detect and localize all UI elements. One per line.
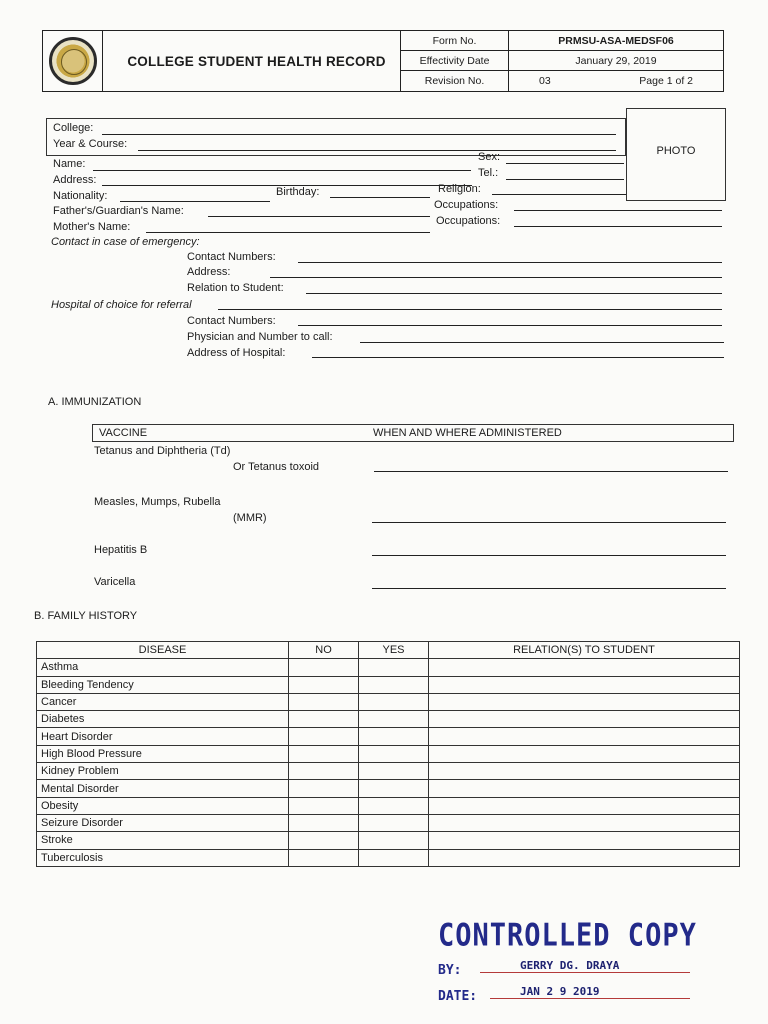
stamp-date-row <box>438 985 698 1005</box>
name-field[interactable] <box>93 170 471 171</box>
address-label: Address: <box>53 174 97 186</box>
emergency-address-label: Address: <box>187 266 231 278</box>
no-checkbox-cell[interactable] <box>289 849 359 866</box>
sex-field[interactable] <box>506 163 624 164</box>
nationality-field[interactable] <box>120 201 270 202</box>
disease-column-header: DISEASE <box>37 642 289 659</box>
disease-cell: Stroke <box>37 832 289 849</box>
father-field[interactable] <box>208 216 430 217</box>
birthday-field[interactable] <box>330 197 430 198</box>
when-where-column-header: WHEN AND WHERE ADMINISTERED <box>373 427 562 439</box>
form-no-value: PRMSU-ASA-MEDSF06 <box>509 31 723 51</box>
emergency-contact-field[interactable] <box>298 262 722 263</box>
relation-cell[interactable] <box>429 763 740 780</box>
disease-cell: Seizure Disorder <box>37 814 289 831</box>
effectivity-label: Effectivity Date <box>401 51 509 71</box>
table-row <box>37 763 740 780</box>
birthday-label: Birthday: <box>276 186 320 198</box>
yes-checkbox-cell[interactable] <box>359 763 429 780</box>
yes-checkbox-cell[interactable] <box>359 814 429 831</box>
vaccine-table-header <box>92 424 734 442</box>
no-checkbox-cell[interactable] <box>289 763 359 780</box>
disease-cell: Obesity <box>37 797 289 814</box>
disease-cell: Diabetes <box>37 711 289 728</box>
photo-box[interactable] <box>626 108 726 201</box>
relation-cell[interactable] <box>429 814 740 831</box>
no-checkbox-cell[interactable] <box>289 676 359 693</box>
year-course-label: Year & Course: <box>53 138 128 150</box>
logo-cell <box>43 31 103 91</box>
table-row <box>37 745 740 762</box>
mother-field[interactable] <box>146 232 430 233</box>
mother-label: Mother's Name: <box>53 221 131 233</box>
disease-cell: Cancer <box>37 693 289 710</box>
occupations2-label: Occupations: <box>436 215 501 227</box>
hospital-field[interactable] <box>218 309 722 310</box>
varicella-field[interactable] <box>372 588 726 589</box>
yes-checkbox-cell[interactable] <box>359 728 429 745</box>
yes-checkbox-cell[interactable] <box>359 659 429 676</box>
photo-label: PHOTO <box>656 145 696 157</box>
year-course-field[interactable] <box>138 150 616 151</box>
relation-cell[interactable] <box>429 693 740 710</box>
relation-cell[interactable] <box>429 849 740 866</box>
university-seal-logo <box>49 37 97 85</box>
yes-column-header: YES <box>359 642 429 659</box>
tel-field[interactable] <box>506 179 624 180</box>
revision-cell <box>509 71 723 91</box>
no-checkbox-cell[interactable] <box>289 745 359 762</box>
table-row <box>37 728 740 745</box>
relation-cell[interactable] <box>429 676 740 693</box>
td-label: Tetanus and Diphtheria (Td) <box>94 445 231 457</box>
no-checkbox-cell[interactable] <box>289 797 359 814</box>
stamp-title: CONTROLLED COPY <box>438 918 697 954</box>
relation-cell[interactable] <box>429 797 740 814</box>
stamp-by-row <box>438 959 698 979</box>
hospital-contact-label: Contact Numbers: <box>187 315 276 327</box>
yes-checkbox-cell[interactable] <box>359 745 429 762</box>
table-row <box>37 832 740 849</box>
mmr-label: Measles, Mumps, Rubella <box>94 496 221 508</box>
vaccine-column-header: VACCINE <box>99 427 148 439</box>
no-column-header: NO <box>289 642 359 659</box>
relation-field[interactable] <box>306 293 722 294</box>
effectivity-date: January 29, 2019 <box>509 51 723 71</box>
relation-cell[interactable] <box>429 780 740 797</box>
td-label-2: Or Tetanus toxoid <box>233 461 320 473</box>
form-title: COLLEGE STUDENT HEALTH RECORD <box>127 53 386 69</box>
form-header <box>42 30 724 92</box>
form-no-label: Form No. <box>401 31 509 51</box>
hepb-label: Hepatitis B <box>94 544 148 556</box>
yes-checkbox-cell[interactable] <box>359 693 429 710</box>
family-history-table <box>36 641 740 867</box>
relation-cell[interactable] <box>429 728 740 745</box>
relation-label: Relation to Student: <box>187 282 284 294</box>
tel-label: Tel.: <box>478 167 499 179</box>
nationality-label: Nationality: <box>53 190 108 202</box>
stamp-date-value: JAN 2 9 2019 <box>490 985 690 999</box>
disease-cell: Mental Disorder <box>37 780 289 797</box>
relation-cell[interactable] <box>429 745 740 762</box>
relation-column-header: RELATION(S) TO STUDENT <box>429 642 740 659</box>
no-checkbox-cell[interactable] <box>289 814 359 831</box>
disease-cell: Heart Disorder <box>37 728 289 745</box>
table-row <box>37 780 740 797</box>
father-occupation-field[interactable] <box>514 210 722 211</box>
disease-cell: Bleeding Tendency <box>37 676 289 693</box>
table-header-row <box>37 642 740 659</box>
no-checkbox-cell[interactable] <box>289 711 359 728</box>
revision-no: 03 <box>539 75 551 87</box>
yes-checkbox-cell[interactable] <box>359 849 429 866</box>
hospital-label: Hospital of choice for referral <box>51 299 192 311</box>
varicella-label: Varicella <box>94 576 136 588</box>
yes-checkbox-cell[interactable] <box>359 832 429 849</box>
page-indicator: Page 1 of 2 <box>639 75 693 87</box>
no-checkbox-cell[interactable] <box>289 832 359 849</box>
family-history-heading: B. FAMILY HISTORY <box>34 610 138 622</box>
occupations1-label: Occupations: <box>434 199 499 211</box>
college-label: College: <box>53 122 94 134</box>
controlled-copy-stamp <box>438 918 698 1005</box>
no-checkbox-cell[interactable] <box>289 780 359 797</box>
revision-label: Revision No. <box>401 71 509 91</box>
mother-occupation-field[interactable] <box>514 226 722 227</box>
physician-field[interactable] <box>360 342 724 343</box>
sex-label: Sex: <box>478 151 501 163</box>
mmr-label-2: (MMR) <box>233 512 267 524</box>
relation-cell[interactable] <box>429 711 740 728</box>
table-row <box>37 659 740 676</box>
relation-cell[interactable] <box>429 832 740 849</box>
disease-cell: Kidney Problem <box>37 763 289 780</box>
table-row <box>37 797 740 814</box>
stamp-date-label: DATE: <box>438 989 478 1004</box>
yes-checkbox-cell[interactable] <box>359 711 429 728</box>
mmr-field[interactable] <box>372 522 726 523</box>
title-cell <box>103 31 401 91</box>
emergency-heading: Contact in case of emergency: <box>51 236 200 248</box>
table-row <box>37 849 740 866</box>
form-meta <box>401 31 723 91</box>
disease-cell: Asthma <box>37 659 289 676</box>
name-label: Name: <box>53 158 86 170</box>
table-row <box>37 711 740 728</box>
family-history-body <box>37 659 740 867</box>
no-checkbox-cell[interactable] <box>289 659 359 676</box>
immunization-heading: A. IMMUNIZATION <box>48 396 142 408</box>
table-row <box>37 814 740 831</box>
relation-cell[interactable] <box>429 659 740 676</box>
hospital-address-field[interactable] <box>312 357 724 358</box>
disease-cell: High Blood Pressure <box>37 745 289 762</box>
physician-label: Physician and Number to call: <box>187 331 333 343</box>
stamp-by-signature: GERRY DG. DRAYA <box>480 959 690 973</box>
religion-field[interactable] <box>492 194 626 195</box>
college-field[interactable] <box>102 134 616 135</box>
table-row <box>37 676 740 693</box>
disease-cell: Tuberculosis <box>37 849 289 866</box>
no-checkbox-cell[interactable] <box>289 728 359 745</box>
religion-label: Religion: <box>438 183 481 195</box>
yes-checkbox-cell[interactable] <box>359 676 429 693</box>
td-field[interactable] <box>374 471 728 472</box>
no-checkbox-cell[interactable] <box>289 693 359 710</box>
emergency-contact-label: Contact Numbers: <box>187 251 276 263</box>
stamp-by-label: BY: <box>438 963 462 978</box>
yes-checkbox-cell[interactable] <box>359 797 429 814</box>
hospital-contact-field[interactable] <box>298 325 722 326</box>
hospital-address-label: Address of Hospital: <box>187 347 286 359</box>
hepb-field[interactable] <box>372 555 726 556</box>
table-row <box>37 693 740 710</box>
emergency-address-field[interactable] <box>270 277 722 278</box>
father-label: Father's/Guardian's Name: <box>53 205 184 217</box>
yes-checkbox-cell[interactable] <box>359 780 429 797</box>
